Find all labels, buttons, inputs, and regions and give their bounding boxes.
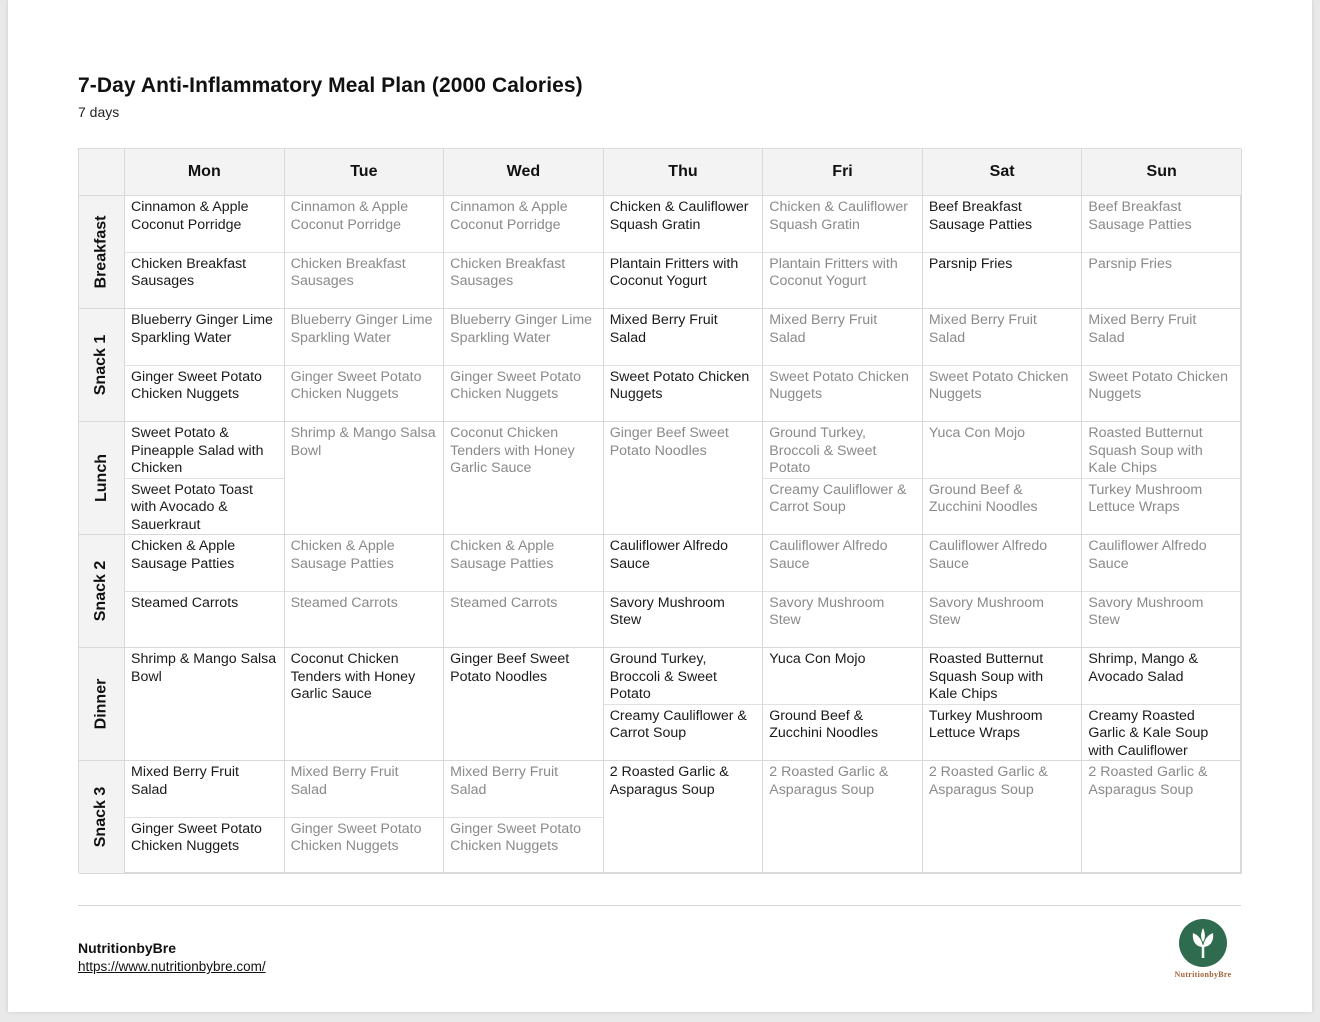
meal-cell-dinner-sun xyxy=(1082,648,1242,761)
meal-item: Ginger Sweet Potato Chicken Nuggets xyxy=(450,368,582,402)
day-header-wed: Wed xyxy=(444,149,604,196)
meal-label-text: Snack 3 xyxy=(92,786,110,848)
meal-label-snack-1 xyxy=(79,309,125,422)
meal-item: Chicken & Apple Sausage Patties xyxy=(444,535,603,592)
meal-cell-dinner-wed xyxy=(444,648,604,761)
meal-item: Cinnamon & Apple Coconut Porridge xyxy=(285,196,444,253)
meal-cell-snack-3-sat xyxy=(923,761,1083,874)
meal-item: Creamy Roasted Garlic & Kale Soup with Cauliflower xyxy=(1088,707,1209,759)
meal-item: Ginger Sweet Potato Chicken Nuggets xyxy=(450,820,582,854)
meal-item: Blueberry Ginger Lime Sparkling Water xyxy=(125,309,284,366)
meal-item: Chicken & Apple Sausage Patties xyxy=(285,535,444,592)
meal-item: Mixed Berry Fruit Salad xyxy=(604,309,763,366)
day-header-sun: Sun xyxy=(1082,149,1242,196)
day-header-thu: Thu xyxy=(604,149,764,196)
meal-cell-dinner-fri xyxy=(763,648,923,761)
meal-item: Chicken & Cauliflower Squash Gratin xyxy=(604,196,763,253)
meal-item: Turkey Mushroom Lettuce Wraps xyxy=(928,707,1043,741)
meal-item: Ginger Sweet Potato Chicken Nuggets xyxy=(131,820,262,854)
meal-item: 2 Roasted Garlic & Asparagus Soup xyxy=(928,764,1048,798)
meal-cell-breakfast-thu xyxy=(604,196,764,309)
meal-label-lunch xyxy=(79,422,125,535)
footer-divider xyxy=(78,905,1241,906)
meal-cell-snack-2-sat xyxy=(923,535,1083,648)
meal-item: Ginger Beef Sweet Potato Noodles xyxy=(450,651,570,685)
meal-item: Savory Mushroom Stew xyxy=(609,594,725,628)
meal-cell-lunch-sat xyxy=(923,422,1083,535)
meal-item: Ginger Sweet Potato Chicken Nuggets xyxy=(131,368,262,402)
meal-cell-snack-1-sun xyxy=(1082,309,1242,422)
meal-cell-snack-2-wed xyxy=(444,535,604,648)
meal-cell-breakfast-fri xyxy=(763,196,923,309)
meal-item: Ground Beef & Zucchini Noodles xyxy=(928,481,1038,515)
meal-item: Savory Mushroom Stew xyxy=(769,594,885,628)
meal-item: Roasted Butternut Squash Soup with Kale Chips xyxy=(923,648,1082,705)
meal-label-breakfast xyxy=(79,196,125,309)
meal-cell-breakfast-sun xyxy=(1082,196,1242,309)
meal-item: Steamed Carrots xyxy=(290,594,398,611)
meal-item: 2 Roasted Garlic & Asparagus Soup xyxy=(769,764,889,798)
meal-item: Shrimp & Mango Salsa Bowl xyxy=(290,425,436,459)
meal-label-snack-2 xyxy=(79,535,125,648)
meal-plan-page xyxy=(8,0,1312,1012)
meal-item: Savory Mushroom Stew xyxy=(928,594,1044,628)
meal-item: Cinnamon & Apple Coconut Porridge xyxy=(125,196,284,253)
meal-cell-snack-3-thu xyxy=(604,761,764,874)
meal-cell-breakfast-sat xyxy=(923,196,1083,309)
meal-item: Chicken & Cauliflower Squash Gratin xyxy=(763,196,922,253)
meal-item: Blueberry Ginger Lime Sparkling Water xyxy=(285,309,444,366)
meal-item: Yuca Con Mojo xyxy=(763,648,922,705)
meal-item: Sweet Potato Chicken Nuggets xyxy=(769,368,909,402)
meal-label-text: Dinner xyxy=(92,678,110,730)
day-header-sat: Sat xyxy=(923,149,1083,196)
meal-item: Cauliflower Alfredo Sauce xyxy=(923,535,1082,592)
leaf-logo-icon xyxy=(1164,918,1254,970)
meal-plan-table xyxy=(78,148,1241,873)
meal-item: Ground Beef & Zucchini Noodles xyxy=(769,707,879,741)
meal-item: Creamy Cauliflower & Carrot Soup xyxy=(769,481,907,515)
meal-item: Mixed Berry Fruit Salad xyxy=(1082,309,1241,366)
footer-brand: NutritionbyBre xyxy=(78,940,176,956)
table-corner xyxy=(79,149,125,196)
meal-item: Cauliflower Alfredo Sauce xyxy=(1082,535,1241,592)
footer-website-link[interactable]: https://www.nutritionbybre.com/ xyxy=(78,959,266,974)
meal-item: Creamy Cauliflower & Carrot Soup xyxy=(609,707,747,741)
meal-item: Mixed Berry Fruit Salad xyxy=(763,309,922,366)
meal-cell-snack-3-wed xyxy=(444,761,604,874)
meal-cell-snack-2-mon xyxy=(125,535,285,648)
meal-cell-lunch-sun xyxy=(1082,422,1242,535)
meal-cell-snack-1-mon xyxy=(125,309,285,422)
meal-item: Cauliflower Alfredo Sauce xyxy=(763,535,922,592)
meal-item: Sweet Potato & Pineapple Salad with Chicken xyxy=(125,422,284,479)
meal-item: Ginger Sweet Potato Chicken Nuggets xyxy=(290,820,422,854)
meal-item: Ginger Sweet Potato Chicken Nuggets xyxy=(290,368,422,402)
meal-label-text: Lunch xyxy=(92,454,110,502)
meal-item: Parsnip Fries xyxy=(928,255,1013,272)
meal-item: Chicken Breakfast Sausages xyxy=(450,255,566,289)
meal-item: 2 Roasted Garlic & Asparagus Soup xyxy=(609,764,729,798)
meal-cell-snack-2-thu xyxy=(604,535,764,648)
meal-item: 2 Roasted Garlic & Asparagus Soup xyxy=(1088,764,1208,798)
page-subtitle: 7 days xyxy=(78,104,120,120)
meal-item: Beef Breakfast Sausage Patties xyxy=(923,196,1082,253)
meal-label-text: Breakfast xyxy=(92,215,110,289)
meal-cell-snack-2-tue xyxy=(285,535,445,648)
meal-item: Chicken & Apple Sausage Patties xyxy=(125,535,284,592)
meal-cell-snack-3-tue xyxy=(285,761,445,874)
day-header-tue: Tue xyxy=(285,149,445,196)
meal-item: Mixed Berry Fruit Salad xyxy=(923,309,1082,366)
meal-item: Shrimp & Mango Salsa Bowl xyxy=(131,651,277,685)
meal-cell-lunch-wed xyxy=(444,422,604,535)
meal-cell-dinner-tue xyxy=(285,648,445,761)
meal-cell-breakfast-wed xyxy=(444,196,604,309)
meal-item: Chicken Breakfast Sausages xyxy=(290,255,406,289)
meal-cell-breakfast-tue xyxy=(285,196,445,309)
meal-cell-snack-1-tue xyxy=(285,309,445,422)
meal-item: Shrimp, Mango & Avocado Salad xyxy=(1082,648,1241,705)
meal-item: Sweet Potato Toast with Avocado & Sauerkraut xyxy=(131,481,253,533)
meal-item: Parsnip Fries xyxy=(1088,255,1172,272)
meal-cell-snack-1-sat xyxy=(923,309,1083,422)
meal-item: Cauliflower Alfredo Sauce xyxy=(604,535,763,592)
meal-item: Sweet Potato Chicken Nuggets xyxy=(928,368,1069,402)
meal-item: Ground Turkey, Broccoli & Sweet Potato xyxy=(604,648,763,705)
meal-cell-snack-3-mon xyxy=(125,761,285,874)
meal-cell-snack-3-sun xyxy=(1082,761,1242,874)
day-header-mon: Mon xyxy=(125,149,285,196)
meal-cell-snack-3-fri xyxy=(763,761,923,874)
meal-cell-lunch-fri xyxy=(763,422,923,535)
meal-label-dinner xyxy=(79,648,125,761)
meal-item: Roasted Butternut Squash Soup with Kale Chips xyxy=(1082,422,1241,479)
logo-wordmark: NutritionbyBre xyxy=(1174,970,1232,979)
meal-item: Mixed Berry Fruit Salad xyxy=(285,761,444,818)
meal-item: Coconut Chicken Tenders with Honey Garlic Sauce xyxy=(290,651,416,702)
meal-cell-dinner-mon xyxy=(125,648,285,761)
meal-item: Mixed Berry Fruit Salad xyxy=(444,761,603,818)
meal-item: Steamed Carrots xyxy=(450,594,558,611)
meal-item: Ginger Beef Sweet Potato Noodles xyxy=(609,425,729,459)
meal-label-text: Snack 2 xyxy=(92,560,110,622)
day-header-fri: Fri xyxy=(763,149,923,196)
meal-item: Ground Turkey, Broccoli & Sweet Potato xyxy=(763,422,922,479)
meal-item: Savory Mushroom Stew xyxy=(1088,594,1204,628)
meal-cell-snack-1-thu xyxy=(604,309,764,422)
meal-cell-snack-1-fri xyxy=(763,309,923,422)
meal-cell-lunch-mon xyxy=(125,422,285,535)
meal-item: Mixed Berry Fruit Salad xyxy=(125,761,284,818)
meal-item: Plantain Fritters with Coconut Yogurt xyxy=(769,255,898,289)
page-title: 7-Day Anti-Inflammatory Meal Plan (2000 Calories) xyxy=(78,74,583,97)
meal-cell-dinner-thu xyxy=(604,648,764,761)
brand-logo xyxy=(1164,918,1254,980)
meal-item: Sweet Potato Chicken Nuggets xyxy=(1088,368,1228,402)
meal-cell-dinner-sat xyxy=(923,648,1083,761)
meal-cell-snack-1-wed xyxy=(444,309,604,422)
meal-item: Steamed Carrots xyxy=(131,594,239,611)
meal-cell-snack-2-sun xyxy=(1082,535,1242,648)
meal-item: Plantain Fritters with Coconut Yogurt xyxy=(609,255,739,289)
meal-cell-lunch-thu xyxy=(604,422,764,535)
meal-label-text: Snack 1 xyxy=(92,334,110,396)
meal-cell-snack-2-fri xyxy=(763,535,923,648)
meal-item: Beef Breakfast Sausage Patties xyxy=(1082,196,1241,253)
meal-cell-lunch-tue xyxy=(285,422,445,535)
meal-item: Cinnamon & Apple Coconut Porridge xyxy=(444,196,603,253)
meal-item: Coconut Chicken Tenders with Honey Garlic Sauce xyxy=(450,425,575,476)
meal-item: Chicken Breakfast Sausages xyxy=(131,255,247,289)
meal-item: Blueberry Ginger Lime Sparkling Water xyxy=(444,309,603,366)
meal-label-snack-3 xyxy=(79,761,125,874)
meal-item: Sweet Potato Chicken Nuggets xyxy=(609,368,750,402)
meal-item: Yuca Con Mojo xyxy=(923,422,1082,479)
meal-item: Turkey Mushroom Lettuce Wraps xyxy=(1088,481,1203,515)
meal-cell-breakfast-mon xyxy=(125,196,285,309)
